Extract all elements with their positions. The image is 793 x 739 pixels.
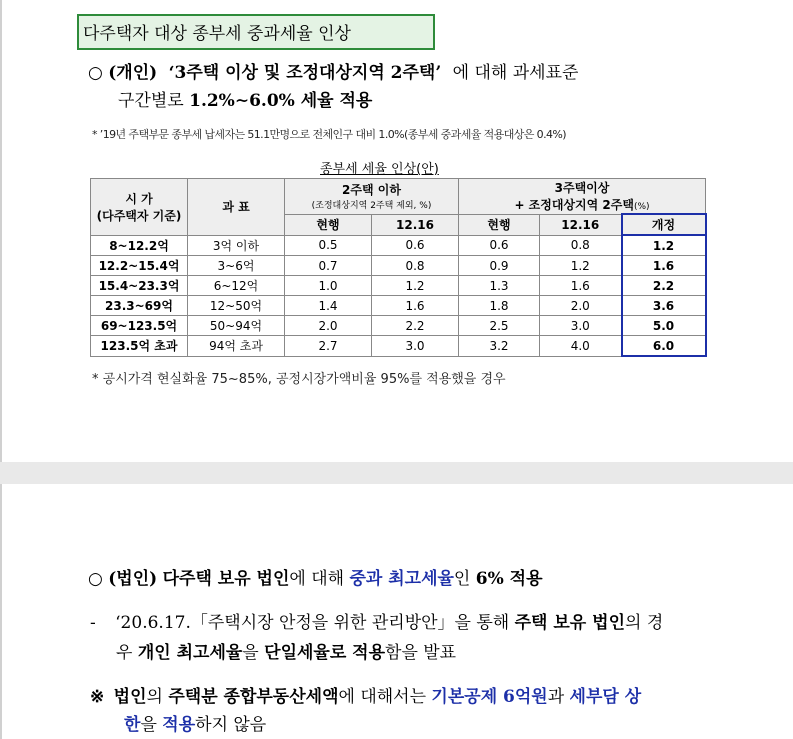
table-row bbox=[91, 235, 706, 256]
text-segment: 에 대해 bbox=[289, 569, 345, 589]
cell-three-1216: 0.8 bbox=[540, 235, 622, 256]
text-segment: 하지 않음 bbox=[195, 715, 267, 735]
cell-two-current: 2.7 bbox=[285, 336, 372, 357]
cell-two-current: 1.0 bbox=[285, 276, 372, 296]
header-siga: 시 가 (다주택자 기준) bbox=[91, 179, 188, 236]
text-highlight: 세부담 상 bbox=[569, 687, 642, 707]
text-segment: 의 bbox=[146, 687, 163, 707]
header-revised: 개정 bbox=[622, 214, 706, 235]
cell-three-revised: 2.2 bbox=[622, 276, 706, 296]
cell-two-1216: 2.2 bbox=[372, 316, 459, 336]
text-segment: 함을 발표 bbox=[385, 643, 457, 663]
header-two-homes: 2주택 이하 (조정대상지역 2주택 제외, %) bbox=[285, 179, 459, 215]
cell-two-1216: 0.6 bbox=[372, 235, 459, 256]
text-highlight: 중과 최고세율 bbox=[349, 569, 454, 589]
cell-gwapyo: 3억 이하 bbox=[188, 235, 285, 256]
cell-three-1216: 1.6 bbox=[540, 276, 622, 296]
table-row bbox=[91, 296, 706, 316]
cell-two-1216: 1.6 bbox=[372, 296, 459, 316]
cell-gwapyo: 50~94억 bbox=[188, 316, 285, 336]
header-current: 현행 bbox=[285, 214, 372, 235]
section-title: 다주택자 대상 종부세 중과세율 인상 bbox=[77, 14, 435, 50]
cell-gwapyo: 94억 초과 bbox=[188, 336, 285, 357]
text-bold: 다주택 보유 법인 bbox=[162, 569, 290, 589]
target-quote: ‘3주택 이상 및 조정대상지역 2주택’ bbox=[168, 63, 442, 83]
cell-three-revised: 5.0 bbox=[622, 316, 706, 336]
page-edge bbox=[0, 484, 2, 739]
text-bold: 법인 bbox=[113, 687, 147, 707]
label-individual: (개인) bbox=[108, 63, 158, 83]
cell-siga: 123.5억 초과 bbox=[91, 336, 188, 357]
cell-gwapyo: 3~6억 bbox=[188, 256, 285, 276]
label-corporate: (법인) bbox=[108, 569, 158, 589]
cell-three-revised: 6.0 bbox=[622, 336, 706, 357]
cell-three-current: 0.6 bbox=[459, 235, 540, 256]
footnote-taxpayers: * ’19년 주택부문 종부세 납세자는 51.1만명으로 전체인구 대비 1.0%(종부세 중과세율 적용대상은 0.4%) bbox=[92, 128, 566, 141]
cell-three-1216: 1.2 bbox=[540, 256, 622, 276]
cell-siga: 12.2~15.4억 bbox=[91, 256, 188, 276]
cell-three-revised: 3.6 bbox=[622, 296, 706, 316]
footnote-assumption: * 공시가격 현실화율 75~85%, 공정시장가액비율 95%를 적용했을 경우 bbox=[92, 372, 506, 387]
cell-siga: 69~123.5억 bbox=[91, 316, 188, 336]
cell-two-current: 0.7 bbox=[285, 256, 372, 276]
cell-three-current: 3.2 bbox=[459, 336, 540, 357]
header-gwapyo: 과 표 bbox=[188, 179, 285, 236]
dash-marker: - bbox=[90, 613, 96, 633]
header-current: 현행 bbox=[459, 214, 540, 235]
table-row bbox=[91, 316, 706, 336]
cell-siga: 8~12.2억 bbox=[91, 235, 188, 256]
header-three-homes: 3주택이상 + 조정대상지역 2주택(%) bbox=[459, 179, 706, 215]
paragraph-dash-line2 bbox=[116, 638, 456, 663]
paragraph-note-line1 bbox=[90, 682, 641, 707]
text-bold: 단일세율로 적용 bbox=[264, 643, 386, 663]
cell-three-current: 1.3 bbox=[459, 276, 540, 296]
rate-range: 1.2%∼6.0% 세율 적용 bbox=[189, 91, 373, 111]
cell-siga: 15.4~23.3억 bbox=[91, 276, 188, 296]
cell-three-1216: 2.0 bbox=[540, 296, 622, 316]
text-segment: 구간별로 bbox=[118, 91, 184, 111]
text-bold: 주택분 종합부동산세액 bbox=[168, 687, 339, 707]
tax-rate-table bbox=[90, 178, 707, 357]
text-highlight: 한 bbox=[124, 715, 141, 735]
paragraph-dash-line1 bbox=[90, 608, 663, 633]
reference-mark: ※ bbox=[90, 687, 105, 707]
cell-two-1216: 0.8 bbox=[372, 256, 459, 276]
text-segment: 과 bbox=[547, 687, 565, 707]
paragraph-individual-line1 bbox=[88, 58, 578, 83]
bullet-circle: ○ bbox=[88, 569, 103, 589]
paragraph-note-line2 bbox=[124, 710, 266, 735]
text-segment: ‘20.6.17.「주택시장 안정을 위한 관리방안」을 통해 bbox=[115, 613, 510, 633]
text-segment: 의 경 bbox=[625, 613, 664, 633]
text-segment: 을 bbox=[242, 643, 259, 663]
cell-two-current: 0.5 bbox=[285, 235, 372, 256]
paragraph-corporate bbox=[88, 564, 543, 589]
text-segment: 을 bbox=[140, 715, 157, 735]
cell-gwapyo: 12~50억 bbox=[188, 296, 285, 316]
header-1216: 12.16 bbox=[372, 214, 459, 235]
document-page-2 bbox=[0, 484, 793, 739]
paragraph-individual-line2 bbox=[118, 86, 372, 111]
cell-three-current: 0.9 bbox=[459, 256, 540, 276]
header-1216: 12.16 bbox=[540, 214, 622, 235]
cell-three-current: 2.5 bbox=[459, 316, 540, 336]
text-bold: 개인 최고세율 bbox=[137, 643, 243, 663]
cell-two-current: 1.4 bbox=[285, 296, 372, 316]
text-segment: 우 bbox=[116, 643, 133, 663]
text-segment: 에 대해서는 bbox=[338, 687, 427, 707]
bullet-circle: ○ bbox=[88, 63, 103, 83]
cell-three-1216: 3.0 bbox=[540, 316, 622, 336]
text-highlight: 기본공제 6억원 bbox=[431, 687, 548, 707]
text-bold: 6% 적용 bbox=[475, 569, 543, 589]
cell-three-revised: 1.2 bbox=[622, 235, 706, 256]
text-segment: 인 bbox=[453, 569, 471, 589]
cell-two-1216: 3.0 bbox=[372, 336, 459, 357]
cell-two-1216: 1.2 bbox=[372, 276, 459, 296]
cell-three-revised: 1.6 bbox=[622, 256, 706, 276]
cell-three-current: 1.8 bbox=[459, 296, 540, 316]
page-edge bbox=[0, 0, 2, 462]
table-row bbox=[91, 256, 706, 276]
cell-siga: 23.3~69억 bbox=[91, 296, 188, 316]
text-tail: 에 대해 과세표준 bbox=[452, 63, 579, 83]
text-bold: 주택 보유 법인 bbox=[514, 613, 625, 633]
table-caption: 종부세 세율 인상(안) bbox=[320, 162, 439, 177]
text-highlight: 적용 bbox=[162, 715, 196, 735]
cell-three-1216: 4.0 bbox=[540, 336, 622, 357]
table-row bbox=[91, 276, 706, 296]
cell-two-current: 2.0 bbox=[285, 316, 372, 336]
cell-gwapyo: 6~12억 bbox=[188, 276, 285, 296]
table-row bbox=[91, 336, 706, 357]
